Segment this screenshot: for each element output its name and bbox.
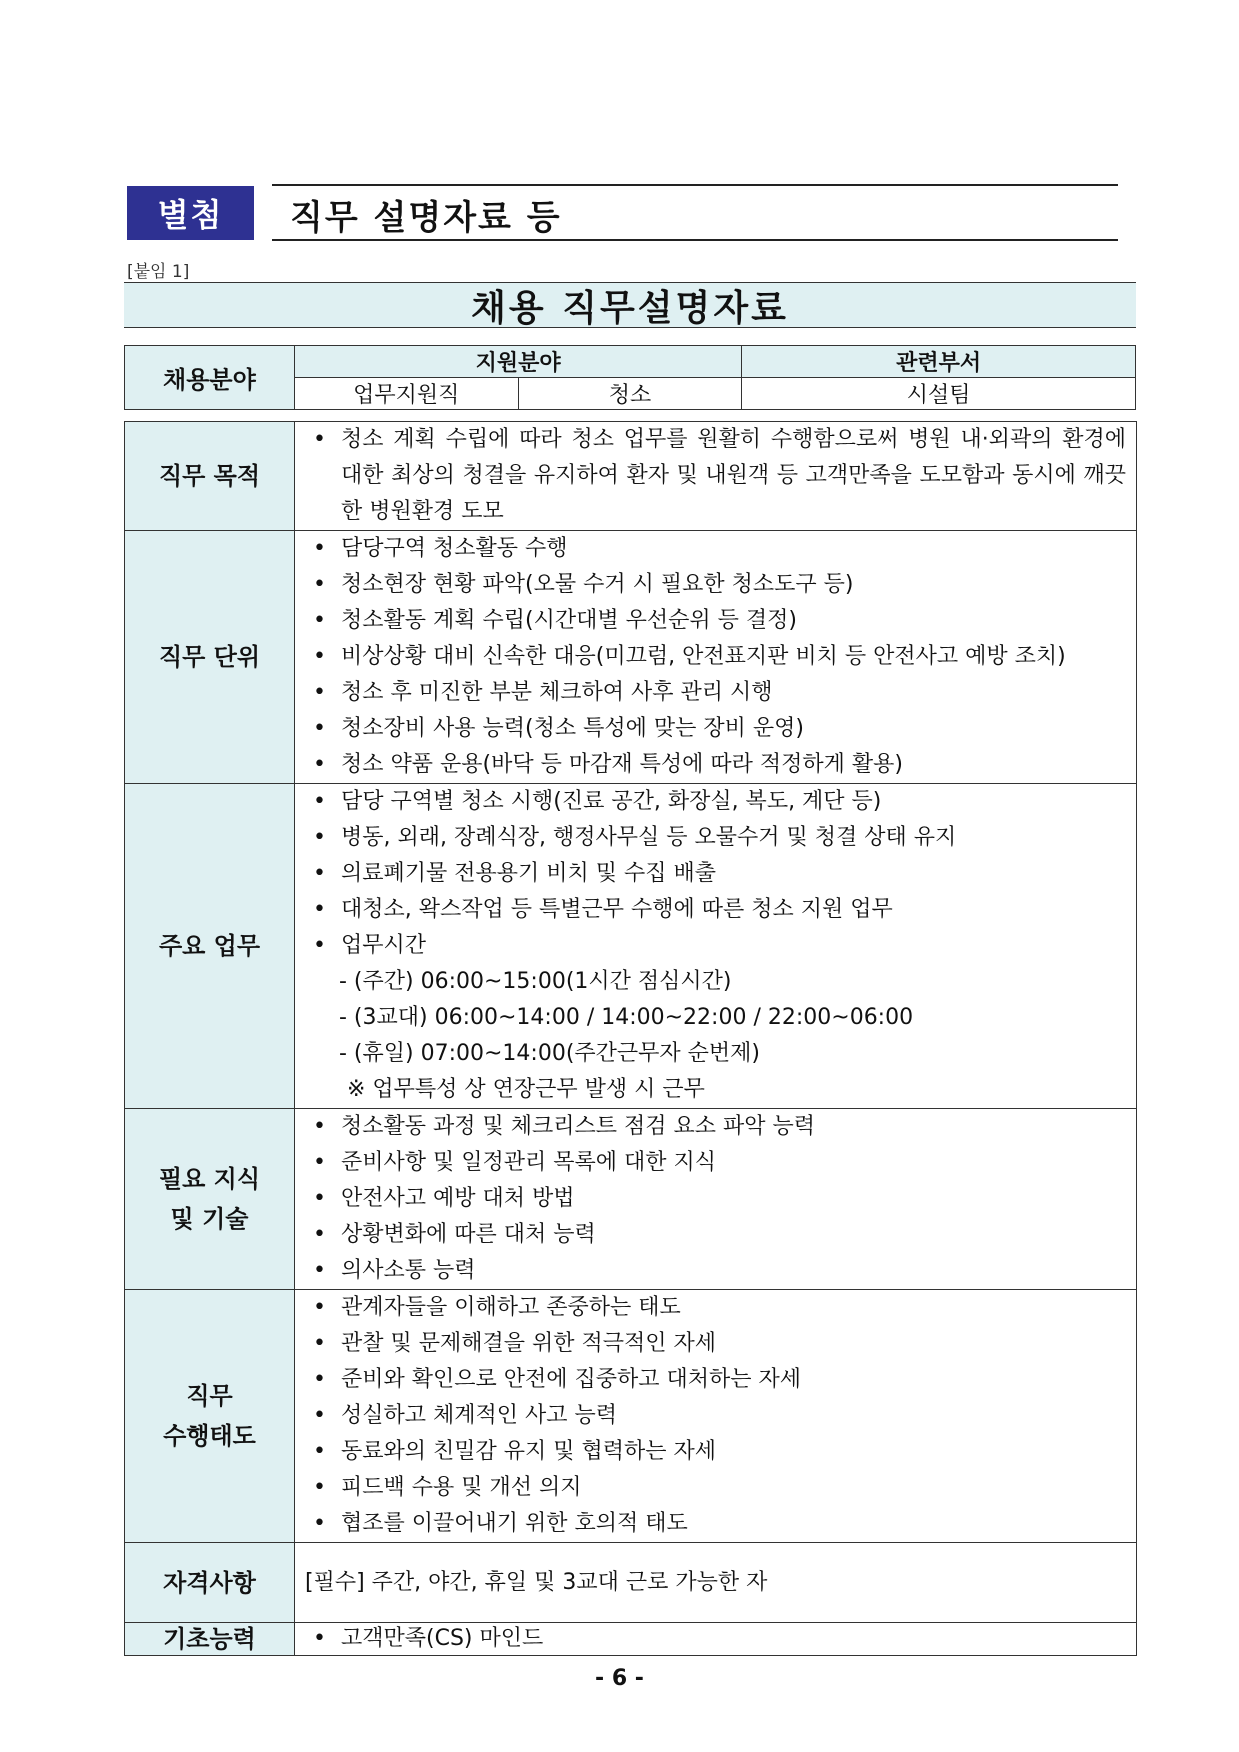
- attitude-item: • 관찰 및 문제해결을 위한 적극적인 자세: [305, 1326, 1126, 1362]
- job-unit-item: • 청소현장 현황 파악(오물 수거 시 필요한 청소도구 등): [305, 567, 1126, 603]
- purpose-label: 직무 목적: [125, 422, 295, 531]
- attitude-item: • 협조를 이끌어내기 위한 호의적 태도: [305, 1506, 1126, 1542]
- header-title: 직무 설명자료 등: [290, 198, 562, 238]
- attachment-tag: 별첨: [127, 186, 254, 240]
- attitude-item: • 성실하고 체계적인 사고 능력: [305, 1398, 1126, 1434]
- job-unit-label: 직무 단위: [125, 531, 295, 784]
- attitude-label-line2: 수행태도: [163, 1422, 256, 1450]
- overtime-note: ※ 업무특성 상 연장근무 발생 시 근무: [347, 1077, 705, 1102]
- main-duty-item: • 병동, 외래, 장례식장, 행정사무실 등 오물수거 및 청결 상태 유지: [305, 820, 1126, 856]
- job-unit-item: • 청소 후 미진한 부분 체크하여 사후 관리 시행: [305, 675, 1126, 711]
- row-qualification: [125, 1543, 1137, 1623]
- knowledge-label-line2: 및 기술: [170, 1205, 249, 1233]
- job-unit-item: • 청소활동 계획 수립(시간대별 우선순위 등 결정): [305, 603, 1126, 639]
- document-title: 채용 직무설명자료: [124, 282, 1136, 328]
- support-field-header: 지원분야: [294, 346, 742, 378]
- page-number: - 6 -: [595, 1666, 644, 1691]
- attitude-item: • 피드백 수용 및 개선 의지: [305, 1470, 1126, 1506]
- attitude-label-line1: 직무: [186, 1382, 233, 1410]
- department-value: 시설팀: [742, 378, 1136, 410]
- knowledge-item: • 안전사고 예방 대처 방법: [305, 1181, 1126, 1217]
- purpose-text: • 청소 계획 수립에 따라 청소 업무를 원활히 수행함으로써 병원 내·외곽의 환경에 대한 최상의 청결을 유지하여 환자 및 내원객 등 고객만족을 도모함과 동시에 깨끗한 병원환경 도모: [305, 422, 1126, 530]
- department-header: 관련부서: [742, 346, 1136, 378]
- recruit-label: 채용분야: [125, 346, 295, 410]
- job-description-table: [124, 421, 1137, 1656]
- work-hours-shift: - (3교대) 06:00~14:00 / 14:00~22:00 / 22:00~06:00: [339, 1005, 914, 1030]
- job-unit-item: • 비상상황 대비 신속한 대응(미끄럼, 안전표지판 비치 등 안전사고 예방 조치): [305, 639, 1126, 675]
- job-unit-item: • 청소장비 사용 능력(청소 특성에 맞는 장비 운영): [305, 711, 1126, 747]
- recruit-field-table: [124, 345, 1136, 410]
- main-duty-item: • 의료폐기물 전용용기 비치 및 수집 배출: [305, 856, 1126, 892]
- basic-ability-label: 기초능력: [125, 1623, 295, 1656]
- qualification-label: 자격사항: [125, 1543, 295, 1623]
- row-main-duty: [125, 784, 1137, 1109]
- knowledge-item: • 의사소통 능력: [305, 1253, 1126, 1289]
- row-job-unit: [125, 531, 1137, 784]
- attitude-item: • 준비와 확인으로 안전에 집중하고 대처하는 자세: [305, 1362, 1126, 1398]
- support-field-1: 업무지원직: [294, 378, 518, 410]
- main-duty-item: • 업무시간: [305, 928, 1126, 964]
- job-unit-item: • 담당구역 청소활동 수행: [305, 531, 1126, 567]
- qualification-text: [필수] 주간, 야간, 휴일 및 3교대 근로 가능한 자: [305, 1569, 768, 1595]
- row-knowledge: [125, 1109, 1137, 1290]
- job-unit-item: • 청소 약품 운용(바닥 등 마감재 특성에 따라 적정하게 활용): [305, 747, 1126, 783]
- knowledge-label-line1: 필요 지식: [158, 1165, 261, 1193]
- header-rule-top: [272, 184, 1118, 186]
- attitude-item: • 관계자들을 이해하고 존중하는 태도: [305, 1290, 1126, 1326]
- main-duty-item: • 담당 구역별 청소 시행(진료 공간, 화장실, 복도, 계단 등): [305, 784, 1126, 820]
- row-purpose: [125, 422, 1137, 531]
- attachment-label: [붙임 1]: [127, 262, 190, 282]
- main-duty-label: 주요 업무: [125, 784, 295, 1109]
- support-field-2: 청소: [518, 378, 742, 410]
- header-rule-bottom: [272, 239, 1118, 241]
- knowledge-item: • 준비사항 및 일정관리 목록에 대한 지식: [305, 1145, 1126, 1181]
- main-duty-item: • 대청소, 왁스작업 등 특별근무 수행에 따른 청소 지원 업무: [305, 892, 1126, 928]
- basic-ability-item: • 고객만족(CS) 마인드: [305, 1624, 1126, 1654]
- knowledge-item: • 청소활동 과정 및 체크리스트 점검 요소 파악 능력: [305, 1109, 1126, 1145]
- row-attitude: [125, 1290, 1137, 1543]
- attitude-item: • 동료와의 친밀감 유지 및 협력하는 자세: [305, 1434, 1126, 1470]
- knowledge-item: • 상황변화에 따른 대처 능력: [305, 1217, 1126, 1253]
- row-basic-ability: [125, 1623, 1137, 1656]
- work-hours-day: - (주간) 06:00~15:00(1시간 점심시간): [339, 969, 732, 994]
- work-hours-holiday: - (휴일) 07:00~14:00(주간근무자 순번제): [339, 1041, 761, 1066]
